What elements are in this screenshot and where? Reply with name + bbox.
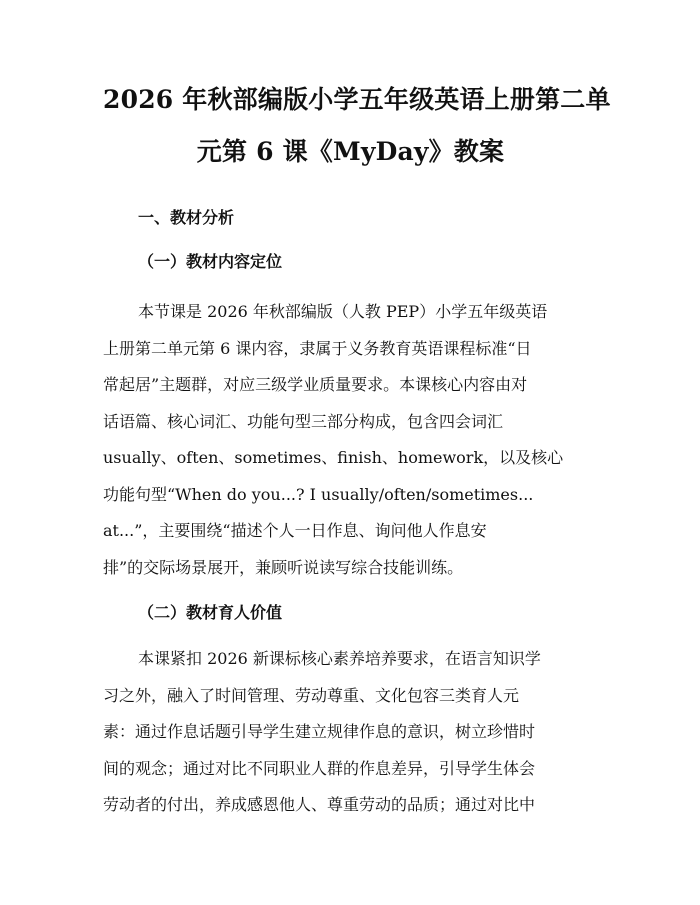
paragraph-line: 习之外，融入了时间管理、劳动尊重、文化包容三类育人元: [103, 685, 520, 705]
paragraph-line: 功能句型“When do you...? I usually/often/sometimes...: [103, 484, 534, 504]
paragraph-line: 上册第二单元第 6 课内容，隶属于义务教育英语课程标准“日: [103, 338, 532, 358]
paragraph-line: 素：通过作息话题引导学生建立规律作息的意识，树立珍惜时: [103, 722, 536, 741]
paragraph-line: 本课紧扣 2026 新课标核心素养培养要求，在语言知识学: [138, 649, 541, 668]
paragraph-line: usually、often、sometimes、finish、homework，以及核心: [103, 448, 564, 467]
paragraph-educational-value: [103, 641, 598, 824]
paragraph-line: 劳动者的付出，养成感恩他人、尊重劳动的品质；通过对比中: [103, 795, 536, 814]
section-heading-textbook-analysis: 一、教材分析: [138, 208, 235, 227]
paragraph-line: 话语篇、核心词汇、功能句型三部分构成，包含四会词汇: [103, 411, 504, 431]
paragraph-line: 常起居”主题群，对应三级学业质量要求。本课核心内容由对: [103, 375, 528, 394]
document-title: [103, 74, 611, 178]
title-line: 2026 年秋部编版小学五年级英语上册第二单: [103, 85, 611, 114]
paragraph-line: at...”，主要围绕“描述个人一日作息、询问他人作息安: [103, 521, 487, 540]
subsection-heading-content-positioning: （一）教材内容定位: [138, 252, 283, 271]
paragraph-line: 排”的交际场景展开，兼顾听说读写综合技能训练。: [103, 557, 464, 577]
paragraph-line: 本节课是 2026 年秋部编版（人教 PEP）小学五年级英语: [138, 302, 548, 321]
title-line: 元第 6 课《MyDay》教案: [196, 137, 505, 166]
subsection-heading-educational-value: （二）教材育人价值: [138, 603, 283, 622]
paragraph-line: 间的观念；通过对比不同职业人群的作息差异，引导学生体会: [103, 758, 536, 778]
paragraph-content-positioning: [103, 294, 598, 586]
